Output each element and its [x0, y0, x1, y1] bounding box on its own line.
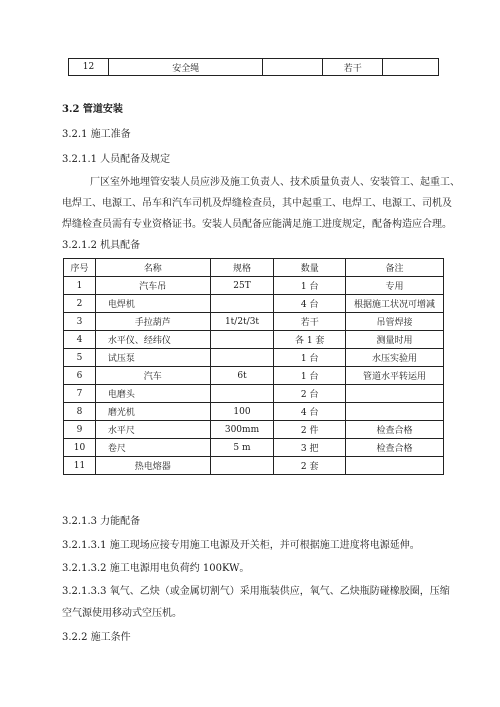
row-spec: 300mm [210, 421, 274, 439]
paragraph-line-3: 焊缝检查员需有专业资格证书。安装人员配备应能满足施工进度规定，配备构造应合理。 [62, 219, 452, 230]
table-row [64, 295, 444, 313]
row-spec [263, 59, 323, 76]
row-name: 电磨头 [95, 385, 210, 403]
table-row [64, 277, 444, 295]
row-spec: 25T [210, 277, 274, 295]
table-row [64, 331, 444, 349]
row-name: 磨光机 [95, 403, 210, 421]
row-note: 专用 [346, 277, 444, 295]
header-spec: 规格 [210, 259, 274, 277]
row-note: 根据施工状况可增减 [346, 295, 444, 313]
row-spec [210, 385, 274, 403]
row-spec [210, 331, 274, 349]
row-name: 汽车吊 [95, 277, 210, 295]
row-spec: 5 m [210, 439, 274, 457]
row-name: 汽车 [95, 367, 210, 385]
row-quantity: 2 件 [274, 421, 346, 439]
section-heading-3-2-2: 3.2.2 施工条件 [62, 632, 131, 643]
row-name: 卷尺 [95, 439, 210, 457]
row-number: 4 [64, 331, 96, 349]
table-row [64, 457, 444, 475]
power-item-3-line-2: 空气源使用移动式空压机。 [62, 608, 182, 619]
power-item-1: 3.2.1.3.1 施工现场应接专用施工电源及开关柜，并可根据施工进度将电源延伸。 [62, 540, 420, 551]
row-quantity: 2 台 [274, 385, 346, 403]
row-note: 检查合格 [346, 421, 444, 439]
section-heading-3-2: 3.2 管道安装 [62, 104, 123, 115]
row-note: 测量时用 [346, 331, 444, 349]
row-name: 水平尺 [95, 421, 210, 439]
row-quantity: 各 1 套 [274, 331, 346, 349]
row-number: 3 [64, 313, 96, 331]
section-heading-3-2-1-2: 3.2.1.2 机具配备 [62, 240, 141, 251]
row-note [346, 385, 444, 403]
row-quantity: 2 套 [274, 457, 346, 475]
row-spec: 1t/2t/3t [210, 313, 274, 331]
row-note [383, 59, 439, 76]
row-spec: 100 [210, 403, 274, 421]
row-quantity: 4 台 [274, 295, 346, 313]
row-spec [210, 457, 274, 475]
row-spec [210, 349, 274, 367]
row-quantity: 1 台 [274, 277, 346, 295]
row-quantity: 若干 [274, 313, 346, 331]
row-note: 吊管焊接 [346, 313, 444, 331]
row-number: 5 [64, 349, 96, 367]
table-row [64, 403, 444, 421]
table-row [64, 439, 444, 457]
row-number: 8 [64, 403, 96, 421]
table-header-row [64, 259, 444, 277]
row-note: 检查合格 [346, 439, 444, 457]
paragraph-line-1: 厂区室外地埋管安装人员应涉及施工负责人、技术质量负责人、安装管工、起重工、 [90, 177, 460, 188]
section-heading-3-2-1: 3.2.1 施工准备 [62, 129, 131, 140]
row-number: 7 [64, 385, 96, 403]
row-number: 6 [64, 367, 96, 385]
row-number: 12 [69, 59, 109, 76]
row-name: 安全绳 [108, 59, 263, 76]
row-number: 9 [64, 421, 96, 439]
table-row [64, 367, 444, 385]
row-spec [210, 295, 274, 313]
power-item-3-line-1: 3.2.1.3.3 氧气、乙炔（或金属切割气）采用瓶装供应，氧气、乙炔瓶防碰橡胶圈，压缩 [62, 586, 450, 597]
row-name: 手拉葫芦 [95, 313, 210, 331]
row-note: 管道水平转运用 [346, 367, 444, 385]
row-quantity: 4 台 [274, 403, 346, 421]
table-row [64, 313, 444, 331]
equipment-table [63, 258, 444, 475]
row-number: 2 [64, 295, 96, 313]
row-name: 热电熔器 [95, 457, 210, 475]
row-note: 水压实验用 [346, 349, 444, 367]
row-quantity: 若干 [323, 59, 383, 76]
row-quantity: 1 台 [274, 349, 346, 367]
row-number: 11 [64, 457, 96, 475]
power-item-2: 3.2.1.3.2 施工电源用电负荷约 100KW。 [62, 563, 250, 574]
row-number: 1 [64, 277, 96, 295]
header-name: 名称 [95, 259, 210, 277]
section-heading-3-2-1-3: 3.2.1.3 力能配备 [62, 516, 141, 527]
row-spec: 6t [210, 367, 274, 385]
table-row [64, 421, 444, 439]
row-note [346, 403, 444, 421]
table-row [64, 349, 444, 367]
row-name: 试压泵 [95, 349, 210, 367]
header-quantity: 数量 [274, 259, 346, 277]
paragraph-line-2: 电焊工、电源工、吊车和汽车司机及焊缝检查员，其中起重工、电焊工、电源工、司机及 [62, 198, 452, 209]
row-quantity: 1 台 [274, 367, 346, 385]
table-row [69, 59, 439, 76]
row-quantity: 3 把 [274, 439, 346, 457]
row-note [346, 457, 444, 475]
section-heading-3-2-1-1: 3.2.1.1 人员配备及规定 [62, 154, 171, 165]
row-name: 水平仪、经纬仪 [95, 331, 210, 349]
row-number: 10 [64, 439, 96, 457]
header-number: 序号 [64, 259, 96, 277]
table-row [64, 385, 444, 403]
row-name: 电焊机 [95, 295, 210, 313]
top-equipment-table [68, 58, 439, 76]
header-note: 备注 [346, 259, 444, 277]
